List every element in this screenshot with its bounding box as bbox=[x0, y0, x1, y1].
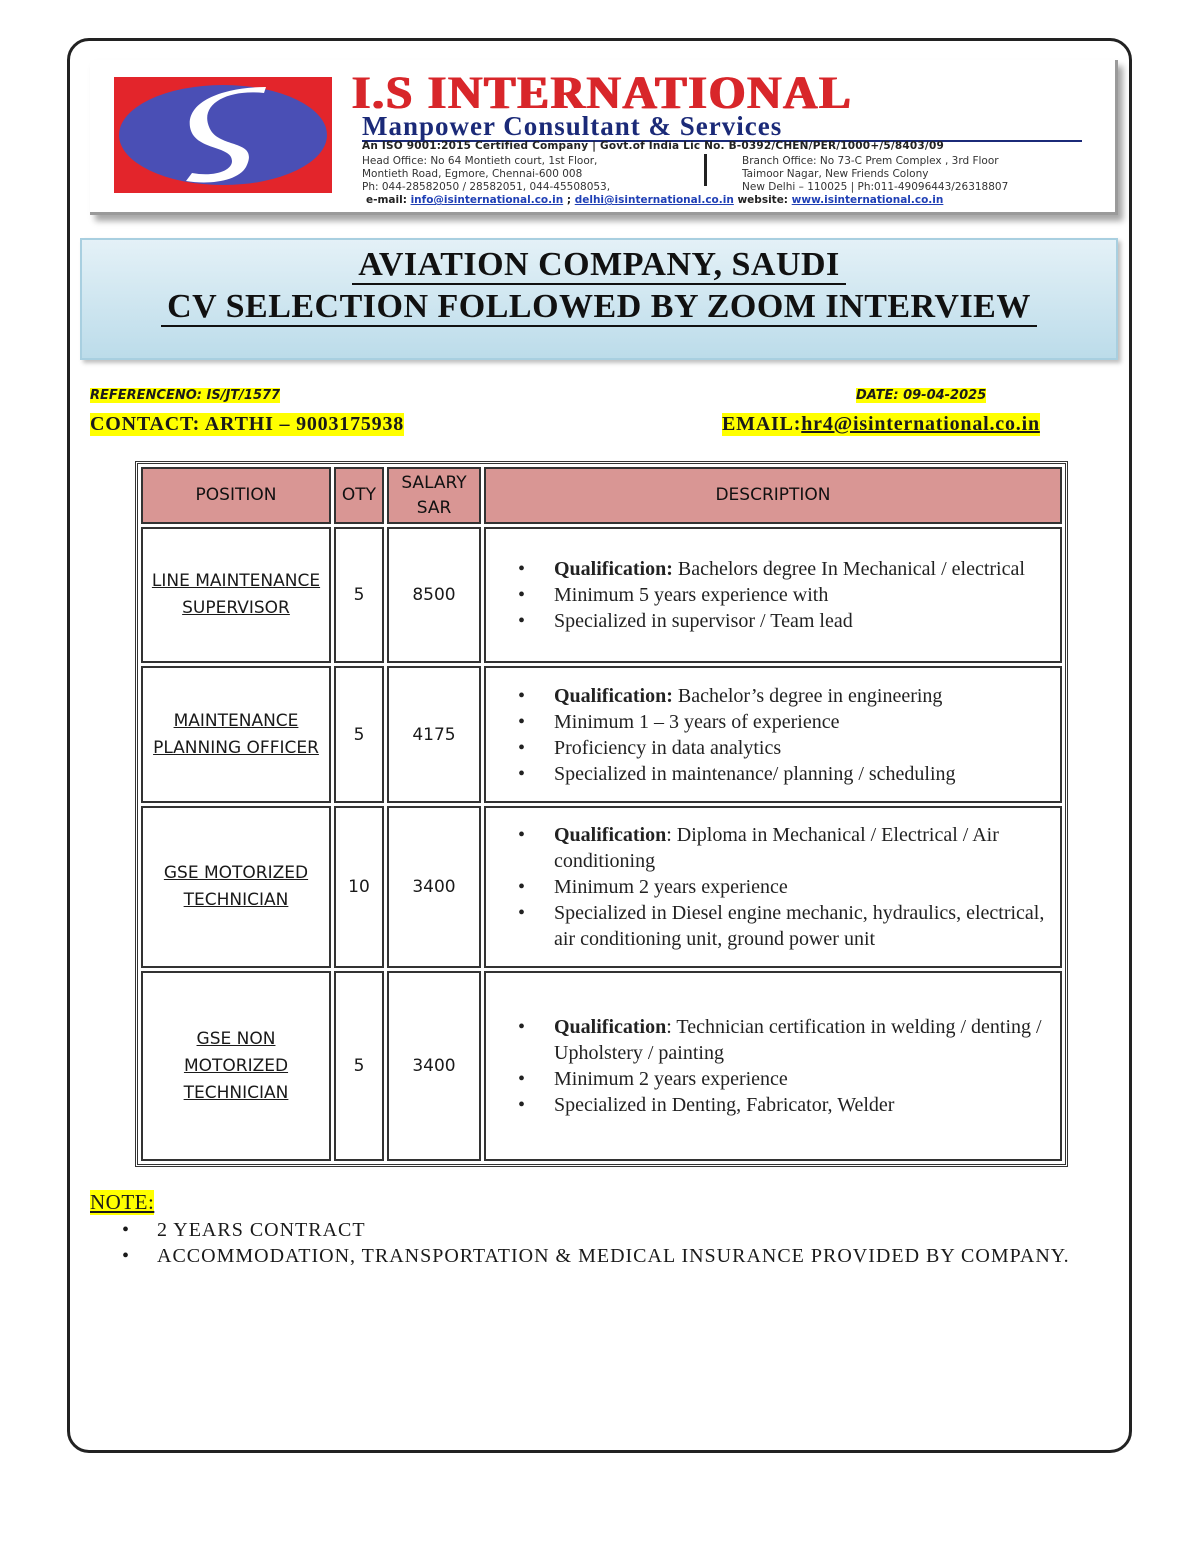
position-line: SUPERVISOR bbox=[182, 598, 290, 618]
letterhead bbox=[90, 60, 1118, 215]
address-divider bbox=[704, 154, 707, 186]
description-list bbox=[498, 822, 1056, 952]
header-salary-line: SALARY bbox=[401, 472, 467, 493]
head-office-line: Ph: 044-28582050 / 28582051, 044-45508053, bbox=[362, 181, 611, 193]
position-cell bbox=[141, 971, 331, 1161]
position-line: TECHNICIAN bbox=[183, 890, 289, 910]
note-item: • 2 YEARS CONTRACT bbox=[120, 1217, 1070, 1243]
table-row bbox=[141, 971, 1062, 1161]
head-office-address bbox=[362, 155, 692, 194]
header-description: DESCRIPTION bbox=[484, 467, 1062, 524]
qty-cell: 5 bbox=[334, 971, 384, 1161]
description-item: • Proficiency in data analytics bbox=[498, 735, 1056, 761]
position-line: GSE NON bbox=[196, 1028, 276, 1049]
description-cell bbox=[484, 971, 1062, 1161]
job-openings-table bbox=[135, 461, 1068, 1167]
position-line: TECHNICIAN bbox=[183, 1082, 289, 1103]
salary-cell: 3400 bbox=[387, 971, 481, 1161]
description-item: • Minimum 2 years experience bbox=[498, 1066, 1056, 1092]
description-item: • Minimum 1 – 3 years of experience bbox=[498, 709, 1056, 735]
description-item: • Specialized in Denting, Fabricator, Welder bbox=[498, 1092, 1056, 1118]
branch-office-address bbox=[742, 155, 1102, 194]
contact-phone[interactable]: 9003175938 bbox=[296, 413, 405, 435]
description-item: • Specialized in supervisor / Team lead bbox=[498, 608, 1056, 634]
header-salary bbox=[387, 467, 481, 524]
table-row bbox=[141, 527, 1062, 663]
header-qty: OTY bbox=[334, 467, 384, 524]
description-item: • Qualification: Technician certification in welding / denting / Upholstery / painting bbox=[498, 1014, 1056, 1066]
contact-label: CONTACT: ARTHI – bbox=[90, 413, 291, 435]
note-item: • ACCOMMODATION, TRANSPORTATION & MEDICAL INSURANCE PROVIDED BY COMPANY. bbox=[120, 1243, 1070, 1269]
website-link[interactable]: www.isinternational.co.in bbox=[791, 194, 944, 206]
position-cell bbox=[141, 666, 331, 803]
contact-person bbox=[90, 413, 404, 436]
description-item: • Specialized in Diesel engine mechanic, hydraulics, electrical, air conditioning unit, ground power unit bbox=[498, 900, 1056, 952]
branch-office-line: New Delhi – 110025 | Ph:011-49096443/26318807 bbox=[742, 181, 1009, 193]
description-item: • Minimum 5 years experience with bbox=[498, 582, 1056, 608]
header-position: POSITION bbox=[141, 467, 331, 524]
description-list bbox=[498, 556, 1056, 634]
description-item: • Minimum 2 years experience bbox=[498, 874, 1056, 900]
head-office-line: Head Office: No 64 Montieth court, 1st Floor, bbox=[362, 155, 598, 167]
delhi-email-link[interactable]: delhi@isinternational.co.in bbox=[574, 194, 734, 206]
company-tagline: Manpower Consultant & Services bbox=[362, 112, 1082, 142]
position-line: MOTORIZED bbox=[183, 1055, 289, 1076]
contact-email bbox=[722, 413, 1040, 436]
email-label: e-mail: bbox=[366, 194, 407, 206]
notes-list bbox=[120, 1217, 1070, 1269]
company-name: I.S INTERNATIONAL bbox=[352, 67, 853, 119]
description-item: • Specialized in maintenance/ planning / scheduling bbox=[498, 761, 1056, 787]
description-item: • Qualification: Bachelors degree In Mechanical / electrical bbox=[498, 556, 1056, 582]
table-header-row bbox=[141, 467, 1062, 524]
banner-subtitle-text: CV SELECTION FOLLOWED BY ZOOM INTERVIEW bbox=[161, 288, 1037, 327]
position-line: PLANNING OFFICER bbox=[153, 737, 319, 758]
letterhead-contact-line bbox=[366, 194, 1106, 206]
info-email-link[interactable]: info@isinternational.co.in bbox=[410, 194, 564, 206]
contact-email-label: EMAIL: bbox=[722, 413, 802, 435]
banner-title-line1 bbox=[82, 246, 1116, 284]
title-banner bbox=[80, 238, 1118, 360]
description-item: • Qualification: Diploma in Mechanical / Electrical / Air conditioning bbox=[498, 822, 1056, 874]
position-line: GSE MOTORIZED bbox=[163, 863, 309, 883]
position-line: MAINTENANCE bbox=[173, 710, 299, 731]
salary-cell: 3400 bbox=[387, 806, 481, 968]
qty-cell: 10 bbox=[334, 806, 384, 968]
description-list bbox=[498, 683, 1056, 787]
description-cell bbox=[484, 666, 1062, 803]
position-cell bbox=[141, 806, 331, 968]
email-separator: ; bbox=[566, 194, 572, 206]
contact-email-link[interactable]: hr4@isinternational.co.in bbox=[801, 413, 1040, 435]
website-label: website: bbox=[737, 194, 789, 206]
banner-title-line2 bbox=[82, 288, 1116, 326]
iso-certification-line: An ISO 9001:2015 Certified Company | Govt.of India Lic No. B-0392/CHEN/PER/1000+/5/8403/09 bbox=[362, 140, 944, 152]
salary-cell: 4175 bbox=[387, 666, 481, 803]
table-row bbox=[141, 806, 1062, 968]
salary-cell: 8500 bbox=[387, 527, 481, 663]
qty-cell: 5 bbox=[334, 527, 384, 663]
company-logo bbox=[114, 77, 332, 193]
note-title-text: NOTE: bbox=[90, 1190, 155, 1214]
branch-office-line: Taimoor Nagar, New Friends Colony bbox=[742, 168, 929, 180]
job-date: DATE: 09-04-2025 bbox=[856, 388, 987, 403]
description-cell bbox=[484, 806, 1062, 968]
branch-office-line: Branch Office: No 73-C Prem Complex , 3rd Floor bbox=[742, 155, 999, 167]
description-list bbox=[498, 1014, 1056, 1118]
banner-title-text: AVIATION COMPANY, SAUDI bbox=[352, 246, 846, 285]
description-item: • Qualification: Bachelor’s degree in engineering bbox=[498, 683, 1056, 709]
description-cell bbox=[484, 527, 1062, 663]
note-title bbox=[90, 1190, 154, 1215]
head-office-line: Montieth Road, Egmore, Chennai-600 008 bbox=[362, 168, 583, 180]
position-cell bbox=[141, 527, 331, 663]
header-salary-currency: SAR bbox=[416, 497, 452, 518]
position-line: LINE MAINTENANCE bbox=[151, 571, 321, 591]
table-row bbox=[141, 666, 1062, 803]
reference-number: REFERENCENO: IS/JT/1577 bbox=[90, 388, 281, 403]
qty-cell: 5 bbox=[334, 666, 384, 803]
